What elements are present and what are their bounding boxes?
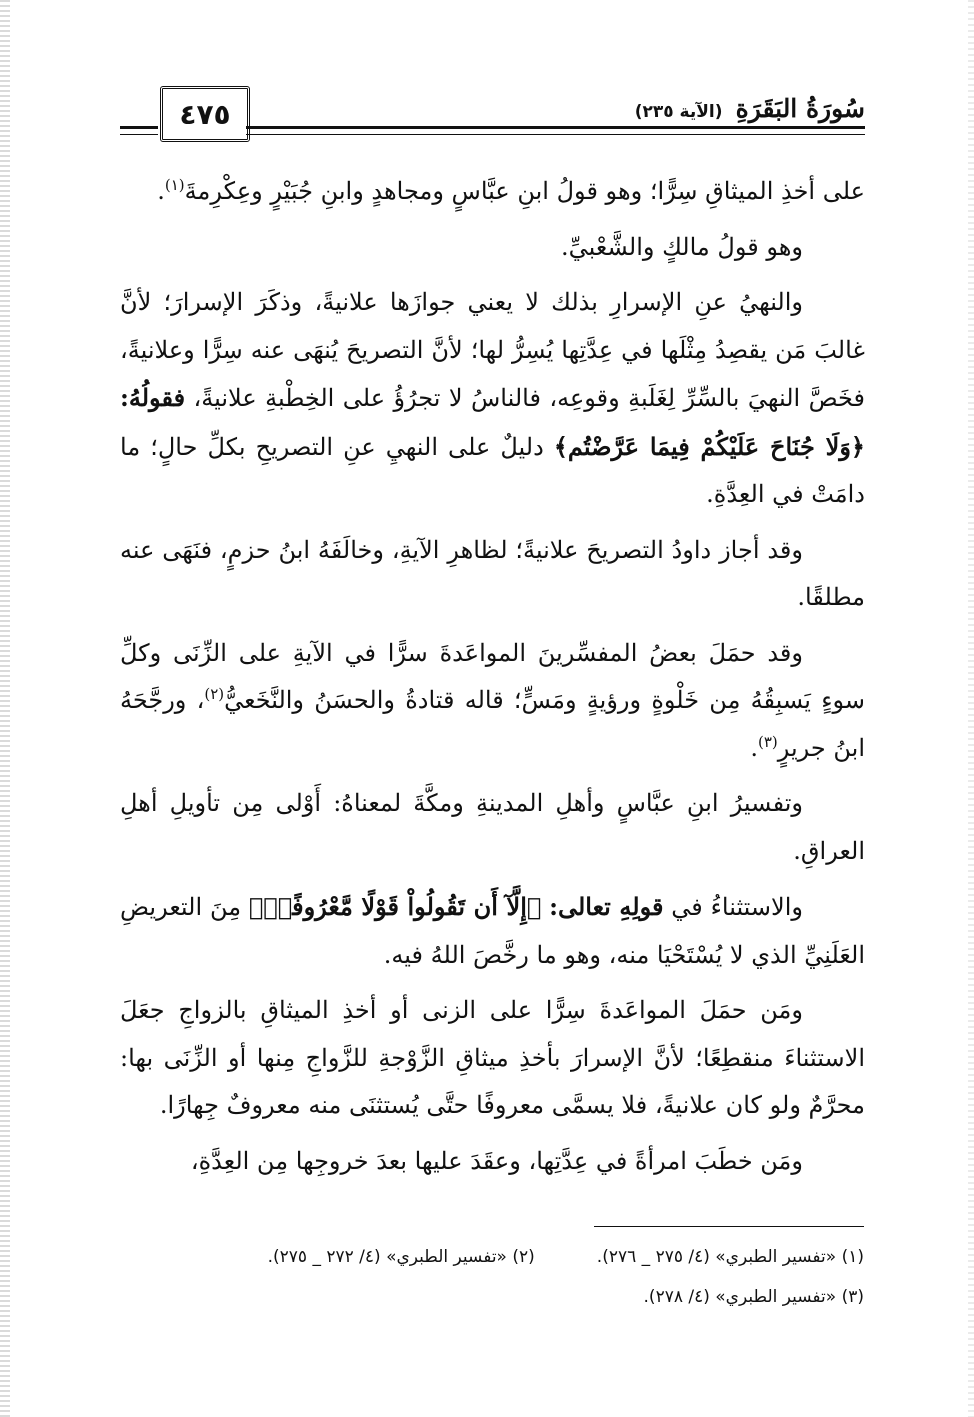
quran-quote-2: ﴿إِلَّآ أَن تَقُولُواْ قَوْلًا مَّعْرُوفًاۚ﴾ bbox=[248, 892, 542, 921]
paragraph-1-end: . bbox=[157, 177, 165, 205]
paragraph-3-text: والنهيُ عنِ الإسرارِ بذلك لا يعني جوازَها علانيةً، وذكَرَ الإسرارَ؛ لأنَّ غالبَ مَن يقصِدُ مِثْلَها في عِدَّتِها يُسِرُّ لها؛ لأنَّ التصريحَ يُنهَى عنه سِرًّا وعلانيةً، فخَصَّ النهيَ بالسِّرِّ لِغَلَبةِ وقوعِه، فالناسُ لا تجرُؤُ على الخِطْبةِ علانيةً، bbox=[120, 288, 865, 412]
footnote-2-text: «تفسير الطبري» (٤/ ٢٧٢ _ ٢٧٥). bbox=[267, 1247, 507, 1267]
paragraph-5-text: وقد حمَلَ بعضُ المفسِّرينَ المواعَدةَ سرًّا في الآيةِ على الزِّنَى وكلِّ سوءٍ يَسبِقُهُ مِن خَلْوةٍ ورؤيةٍ ومَسٍّ؛ قاله قتادةُ والحسَنُ والنَّخَعيُّ bbox=[120, 638, 865, 714]
paragraph-1-text: على أخذِ الميثاقِ سِرًّا؛ وهو قولُ ابنِ عبَّاسٍ ومجاهدٍ وابنِ جُبَيْرٍ وعِكْرِمةَ bbox=[184, 177, 865, 205]
ayah-label: (الآية ٢٣٥) bbox=[634, 102, 723, 122]
footnote-3 bbox=[644, 1277, 864, 1317]
paragraph-9: ومَن خطَبَ امرأةً في عِدَّتِها، وعقَدَ عليها بعدَ خروجِها مِن العِدَّةِ، bbox=[190, 1146, 803, 1175]
body-text bbox=[120, 168, 865, 1193]
header-rule-thin bbox=[246, 134, 865, 135]
surah-title: سُورَةُ البَقَرَةِ bbox=[735, 94, 865, 123]
paragraph-4: وقد أجاز داودُ التصريحَ علانيةً؛ لظاهرِ الآيةِ، وخالَفَهُ ابنُ حزمٍ، فنَهَى عنه مطلقًا. bbox=[120, 535, 865, 611]
footnote-ref-1: (١) bbox=[164, 176, 185, 194]
paragraph-7-text-end: مِنَ التعريضِ العَلَنِيِّ الذي لا يُسْتَحْيَا منه، وهو ما رخَّصَ اللهُ فيه. bbox=[120, 893, 865, 969]
page-header bbox=[120, 86, 865, 158]
footnote-1-number: (١) bbox=[841, 1247, 864, 1267]
page-number-box bbox=[160, 86, 250, 142]
footnote-3-text: «تفسير الطبري» (٤/ ٢٧٨). bbox=[643, 1287, 837, 1307]
paragraph-3 bbox=[120, 279, 865, 519]
footnote-2-number: (٢) bbox=[512, 1247, 535, 1267]
footnotes bbox=[104, 1237, 864, 1317]
page-number: ٤٧٥ bbox=[179, 97, 231, 131]
header-rule-left-thick bbox=[120, 126, 158, 129]
paragraph-8: ومَن حمَلَ المواعَدةَ سِرًّا على الزنى أو أخذِ الميثاقِ بالزواجِ جعَلَ الاستثناءَ منقطِعًا؛ لأنَّ الإسرارَ بأخذِ ميثاقِ الزَّوْجةِ للزَّواجِ مِنها أو الزِّنَى بها: محرَّمٌ ولو كان علانيةً، فلا يسمَّى معروفًا حتَّى يُستثنَى منه معروفٌ جِهارًا. bbox=[120, 996, 866, 1119]
header-rule-left-thin bbox=[120, 134, 158, 135]
paragraph-7-bold: قولِهِ تعالى: bbox=[549, 892, 664, 921]
header-rule-thick bbox=[246, 126, 865, 129]
paragraph-2: وهو قولُ مالكٍ والشَّعْبيِّ. bbox=[561, 232, 803, 261]
footnote-1-text: «تفسير الطبري» (٤/ ٢٧٥ _ ٢٧٦). bbox=[596, 1247, 837, 1267]
footnote-ref-2: (٢) bbox=[204, 685, 225, 703]
footnote-separator bbox=[594, 1226, 864, 1227]
scan-edge-right bbox=[968, 0, 974, 1417]
paragraph-1 bbox=[120, 168, 865, 216]
paragraph-6: وتفسيرُ ابنِ عبَّاسٍ وأهلِ المدينةِ ومكَّةَ لمعناهُ: أَوْلى مِن تأويلِ أهلِ العراقِ. bbox=[120, 789, 865, 865]
quran-quote-1: ﴿وَلَا جُنَاحَ عَلَيْكُمْ فِيمَا عَرَّضْتُم﴾ bbox=[553, 431, 865, 461]
paragraph-7-text: والاستثناءُ في bbox=[671, 893, 803, 921]
paragraph-5 bbox=[120, 630, 865, 773]
running-title bbox=[635, 94, 865, 123]
footnote-ref-3: (٣) bbox=[757, 732, 778, 751]
paragraph-5-end: . bbox=[750, 733, 758, 762]
footnote-1 bbox=[597, 1237, 864, 1277]
footnote-3-number: (٣) bbox=[841, 1287, 864, 1307]
paragraph-5-text-b: ، ورجَّحَهُ ابنُ جريرٍ bbox=[120, 686, 865, 762]
paragraph-3-bold: فقولُهُ: bbox=[120, 383, 186, 412]
paragraph-7 bbox=[120, 883, 865, 979]
paragraph-3-text-end: دليلٌ على النهيِ عنِ التصريحِ بكلِّ حالٍ؛ ما دامَتْ في العِدَّةِ. bbox=[120, 432, 865, 508]
footnote-2 bbox=[268, 1237, 535, 1277]
footnote-row-1 bbox=[104, 1237, 864, 1277]
scan-edge-left bbox=[0, 0, 10, 1417]
footnote-row-2 bbox=[104, 1277, 864, 1317]
